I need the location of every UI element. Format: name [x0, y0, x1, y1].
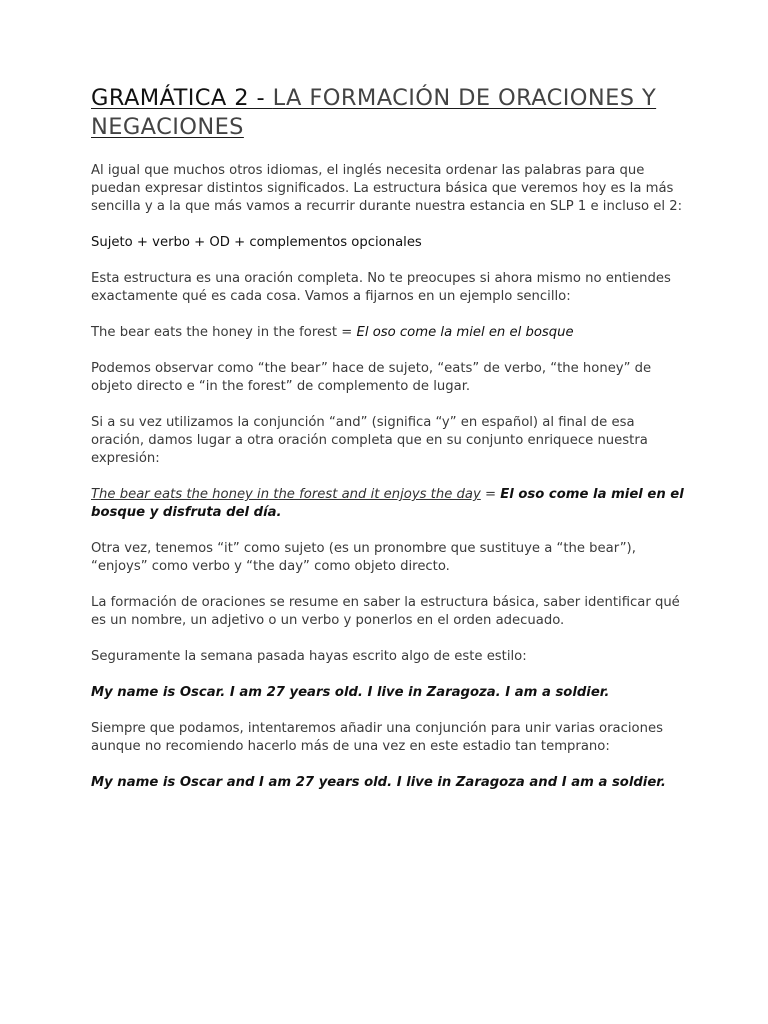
paragraph-analysis: Podemos observar como “the bear” hace de sujeto, “eats” de verbo, “the honey” de objeto directo e “in the forest” de complemento de lugar.	[91, 361, 652, 394]
example-2-equals: =	[480, 487, 501, 502]
paragraph-example-4: My name is Oscar and I am 27 years old. I live in Zaragoza and I am a soldier.	[91, 775, 666, 790]
example-2-spanish: El oso come la miel en el bosque y disfruta del día.	[91, 487, 684, 520]
paragraph-conjunction: Si a su vez utilizamos la conjunción “and” (significa “y” en español) al final de esa oración, damos lugar a otra oración completa que en su conjunto enriquece nuestra expresión:	[91, 415, 648, 466]
paragraph-analysis-2: Otra vez, tenemos “it” como sujeto (es un pronombre que sustituye a “the bear”), “enjoys” como verbo y “the day” como objeto directo.	[91, 541, 636, 574]
example-2-english: The bear eats the honey in the forest and it enjoys the day	[91, 487, 481, 502]
paragraph-example-3: My name is Oscar. I am 27 years old. I live in Zaragoza. I am a soldier.	[91, 685, 610, 700]
paragraph-recommendation: Siempre que podamos, intentaremos añadir una conjunción para unir varias oraciones aunque no recomiendo hacerlo más de una vez en este estadio tan temprano:	[91, 721, 663, 754]
paragraph-last-week: Seguramente la semana pasada hayas escrito algo de este estilo:	[91, 649, 527, 664]
title-part-1: GRAMÁTICA 2 -	[91, 85, 273, 111]
page-title	[91, 84, 688, 142]
example-1-english: The bear eats the honey in the forest =	[91, 325, 357, 340]
paragraph-intro: Al igual que muchos otros idiomas, el inglés necesita ordenar las palabras para que puedan expresar distintos significados. La estructura básica que veremos hoy es la más sencilla y a la que más vamos a recurrir durante nuestra estancia en SLP 1 e incluso el 2:	[91, 163, 683, 214]
paragraph-example-2	[91, 486, 688, 522]
example-1-spanish: El oso come la miel en el bosque	[356, 325, 574, 340]
paragraph-example-1	[91, 324, 688, 342]
paragraph-structure: Sujeto + verbo + OD + complementos opcionales	[91, 235, 422, 250]
paragraph-summary: La formación de oraciones se resume en saber la estructura básica, saber identificar qué es un nombre, un adjetivo o un verbo y ponerlos en el orden adecuado.	[91, 595, 680, 628]
paragraph-explanation: Esta estructura es una oración completa. No te preocupes si ahora mismo no entiendes exactamente qué es cada cosa. Vamos a fijarnos en un ejemplo sencillo:	[91, 271, 671, 304]
title-part-2: LA FORMACIÓN DE ORACIONES Y NEGACIONES	[91, 85, 657, 140]
